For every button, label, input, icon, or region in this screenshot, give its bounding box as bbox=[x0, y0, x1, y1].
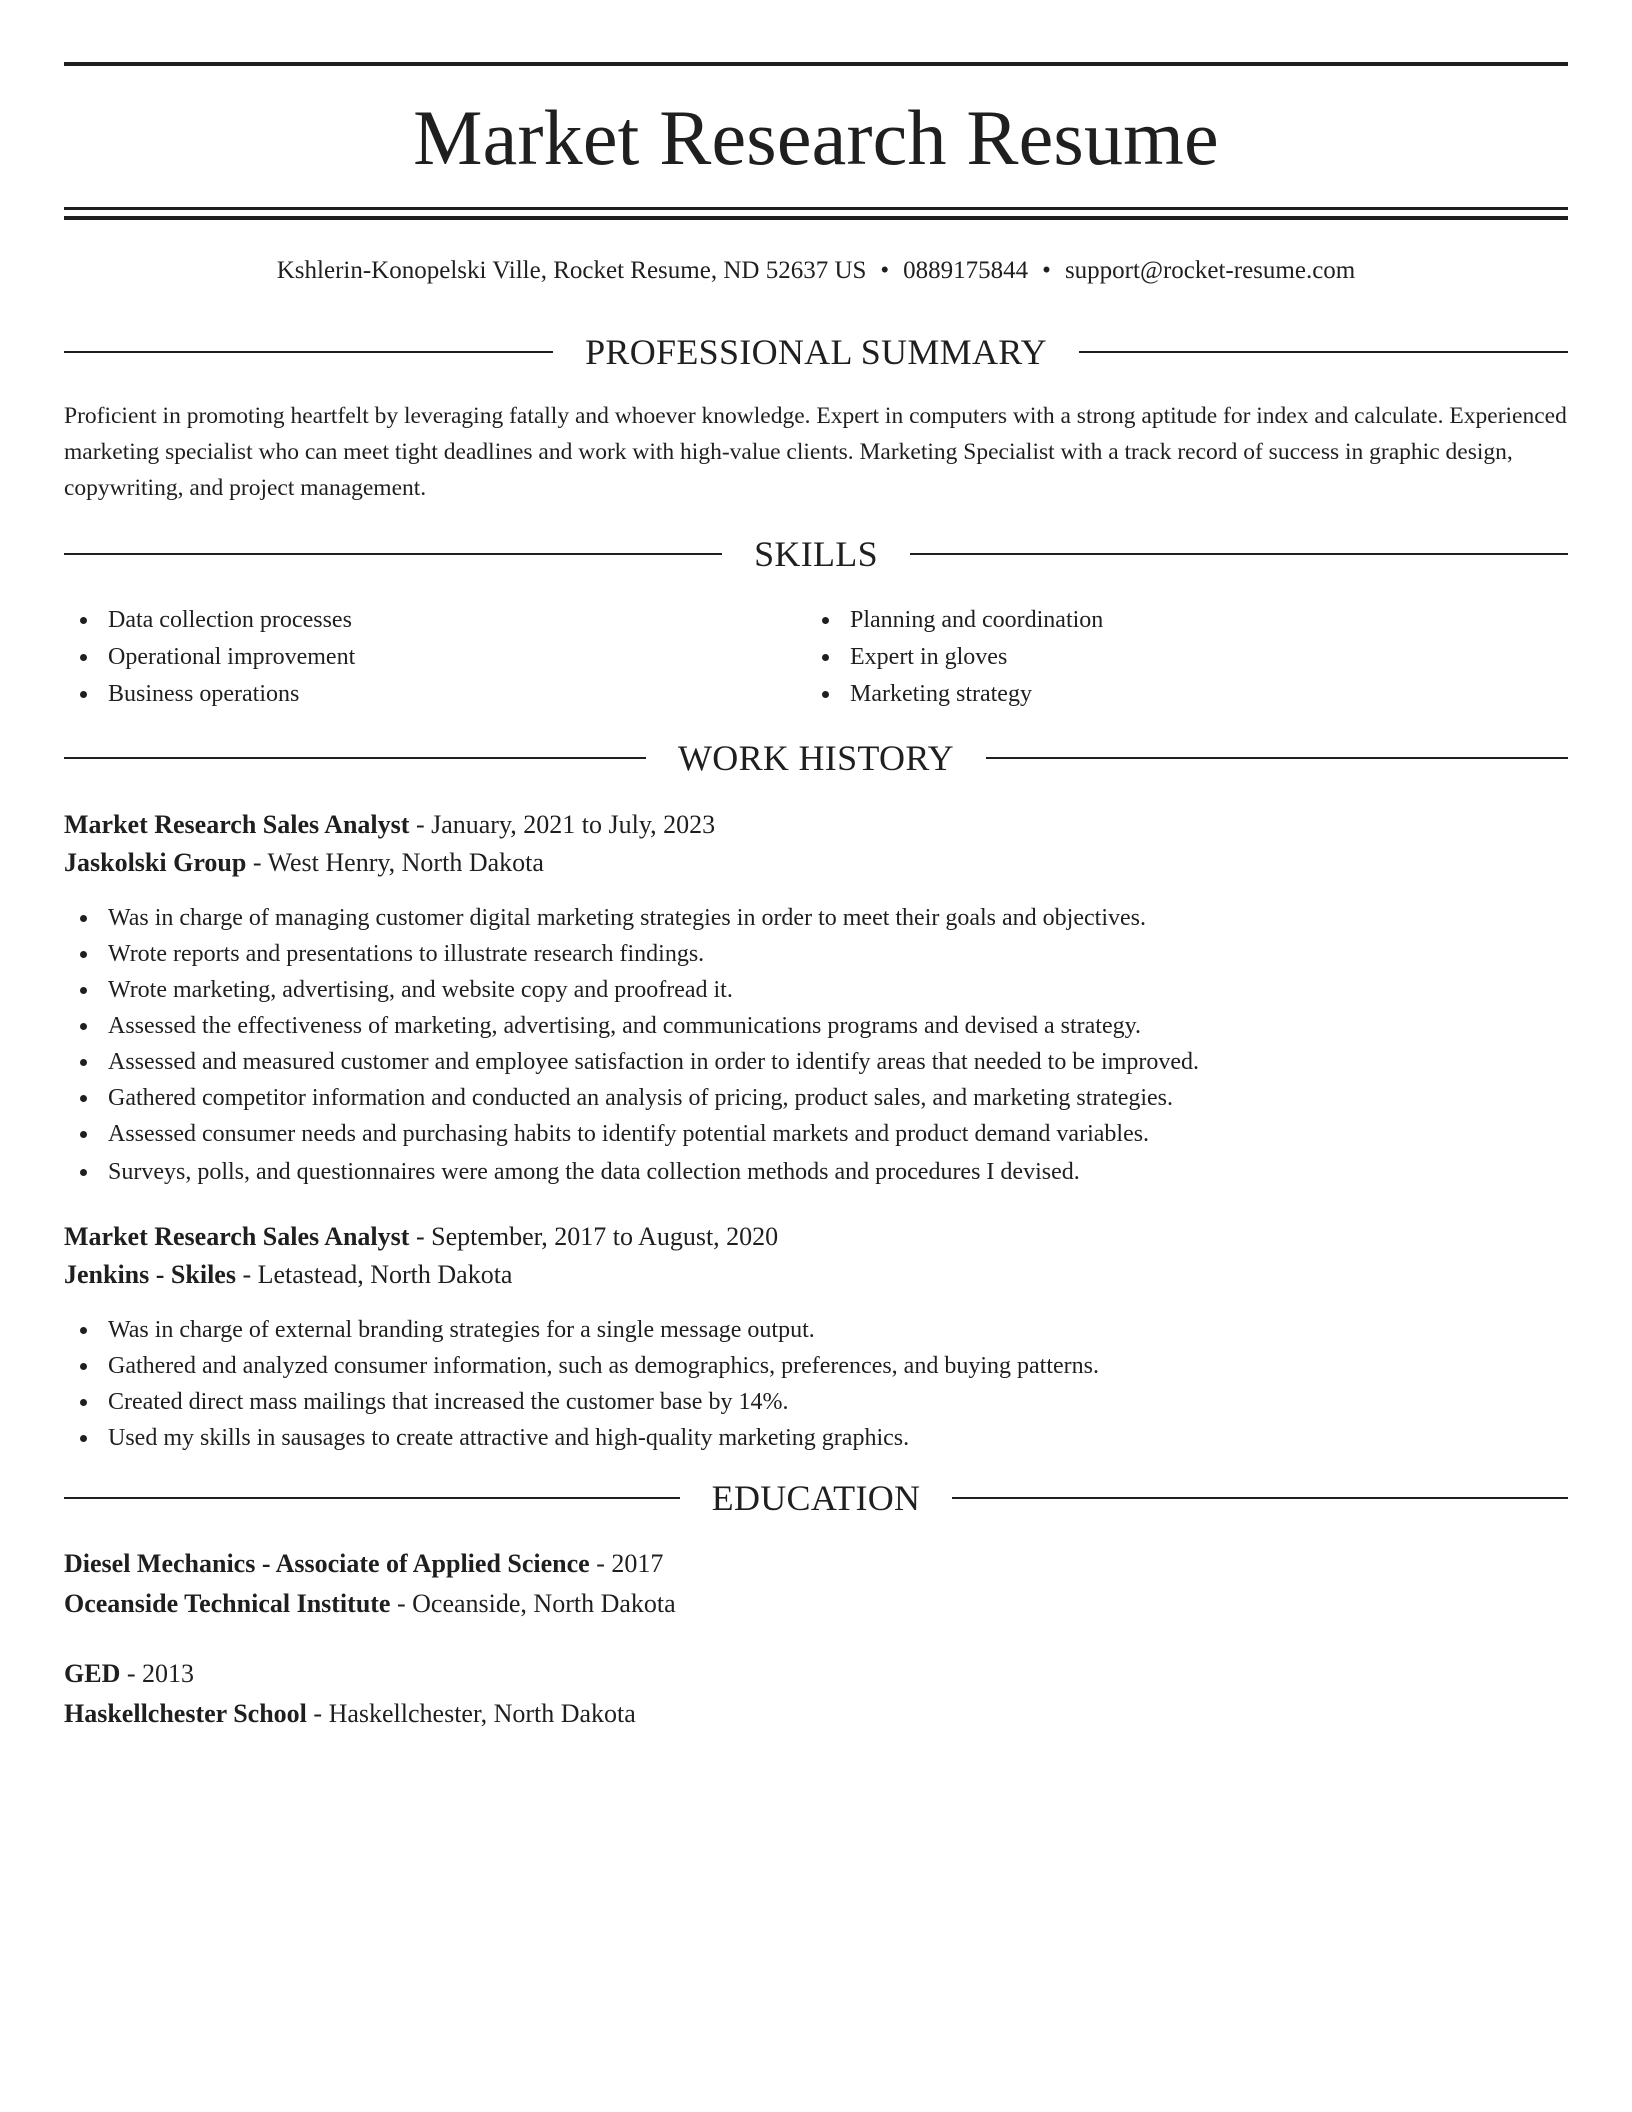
job-company: Jenkins - Skiles bbox=[64, 1260, 236, 1289]
job-location: West Henry, North Dakota bbox=[267, 848, 544, 877]
job-employer: Jaskolski Group - West Henry, North Dakota bbox=[64, 848, 544, 877]
section-title-work: WORK HISTORY bbox=[678, 738, 954, 778]
contact-address: Kshlerin-Konopelski Ville, Rocket Resume, ND 52637 US bbox=[276, 257, 867, 284]
skill-item: Data collection processes bbox=[64, 602, 764, 639]
section-rule-left bbox=[64, 1497, 680, 1499]
education-year: 2013 bbox=[142, 1659, 195, 1688]
job-heading: Market Research Sales Analyst - January, 2021 to July, 2023 bbox=[64, 810, 716, 839]
contact-line bbox=[64, 252, 1568, 290]
education-school-line: Haskellchester School - Haskellchester, North Dakota bbox=[64, 1699, 636, 1728]
job-bullet: Assessed and measured customer and employee satisfaction in order to identify areas that needed to be improved. bbox=[64, 1044, 1568, 1080]
section-rule-left bbox=[64, 553, 722, 555]
section-rule-right bbox=[986, 757, 1568, 759]
section-rule-left bbox=[64, 757, 646, 759]
job-bullet: Gathered competitor information and conducted an analysis of pricing, product sales, and marketing strategies. bbox=[64, 1080, 1568, 1116]
job-bullet: Was in charge of external branding strategies for a single message output. bbox=[64, 1312, 1568, 1348]
job-bullet: Assessed the effectiveness of marketing, advertising, and communications programs and devised a strategy. bbox=[64, 1008, 1568, 1044]
job-bullet: Wrote marketing, advertising, and website copy and proofread it. bbox=[64, 972, 1568, 1008]
education-degree: Diesel Mechanics - Associate of Applied Science bbox=[64, 1549, 590, 1578]
job-bullet-list bbox=[64, 900, 1568, 1190]
job-employer: Jenkins - Skiles - Letastead, North Dakota bbox=[64, 1260, 513, 1289]
job-location: Letastead, North Dakota bbox=[257, 1260, 513, 1289]
section-header-skills bbox=[64, 532, 1568, 576]
resume-title: Market Research Resume bbox=[413, 94, 1219, 181]
skill-item: Operational improvement bbox=[64, 639, 764, 676]
section-title-skills: SKILLS bbox=[754, 534, 878, 574]
section-header-education bbox=[64, 1476, 1568, 1520]
education-school: Oceanside Technical Institute bbox=[64, 1589, 391, 1618]
job-bullet-list bbox=[64, 1312, 1568, 1456]
section-title-education: EDUCATION bbox=[711, 1478, 921, 1518]
job-dates: January, 2021 to July, 2023 bbox=[431, 810, 716, 839]
job-bullet: Surveys, polls, and questionnaires were among the data collection methods and procedures I devised. bbox=[64, 1154, 1568, 1190]
contact-separator: • bbox=[1042, 257, 1051, 284]
section-rule-right bbox=[1079, 351, 1568, 353]
contact-separator: • bbox=[880, 257, 890, 284]
contact-email: support@rocket-resume.com bbox=[1064, 257, 1356, 284]
job-heading: Market Research Sales Analyst - September, 2017 to August, 2020 bbox=[64, 1222, 779, 1251]
section-rule-right bbox=[910, 553, 1568, 555]
job-bullet: Wrote reports and presentations to illustrate research findings. bbox=[64, 936, 1568, 972]
job-bullet: Gathered and analyzed consumer information, such as demographics, preferences, and buying patterns. bbox=[64, 1348, 1568, 1384]
skill-item: Planning and coordination bbox=[806, 602, 1506, 639]
section-rule-right bbox=[952, 1497, 1568, 1499]
section-header-work bbox=[64, 736, 1568, 780]
section-rule-left bbox=[64, 351, 553, 353]
contact-phone: 0889175844 bbox=[903, 257, 1029, 284]
education-degree: GED bbox=[64, 1659, 121, 1688]
education-heading: GED - 2013 bbox=[64, 1659, 195, 1688]
job-bullet: Used my skills in sausages to create attractive and high-quality marketing graphics. bbox=[64, 1420, 1568, 1456]
summary-text: Proficient in promoting heartfelt by leveraging fatally and whoever knowledge. Expert in computers with a strong aptitude for index and calculate. Experienced marketing specialist who can meet tight deadlines and work with high-value clients. Marketing Specialist with a track record of success in graphic design, copywriting, and project management. bbox=[64, 403, 1567, 501]
skill-item: Expert in gloves bbox=[806, 639, 1506, 676]
skill-item: Business operations bbox=[64, 676, 764, 713]
section-header-summary bbox=[64, 330, 1568, 374]
education-heading: Diesel Mechanics - Associate of Applied Science - 2017 bbox=[64, 1549, 664, 1578]
skills-list-right bbox=[806, 602, 1506, 713]
title-rule-upper bbox=[64, 207, 1568, 210]
education-location: Oceanside, North Dakota bbox=[412, 1589, 676, 1618]
job-dates: September, 2017 to August, 2020 bbox=[431, 1222, 779, 1251]
job-title: Market Research Sales Analyst bbox=[64, 810, 410, 839]
education-location: Haskellchester, North Dakota bbox=[328, 1699, 636, 1728]
title-rule-lower bbox=[64, 216, 1568, 220]
job-title: Market Research Sales Analyst bbox=[64, 1222, 410, 1251]
job-bullet: Created direct mass mailings that increased the customer base by 14%. bbox=[64, 1384, 1568, 1420]
section-title-summary: PROFESSIONAL SUMMARY bbox=[585, 332, 1047, 372]
job-bullet: Assessed consumer needs and purchasing habits to identify potential markets and product demand variables. bbox=[64, 1116, 1568, 1152]
top-rule bbox=[64, 62, 1568, 66]
skill-item: Marketing strategy bbox=[806, 676, 1506, 713]
skills-list-left bbox=[64, 602, 764, 713]
job-bullet: Was in charge of managing customer digital marketing strategies in order to meet their goals and objectives. bbox=[64, 900, 1568, 936]
education-year: 2017 bbox=[611, 1549, 664, 1578]
education-school: Haskellchester School bbox=[64, 1699, 307, 1728]
education-school-line: Oceanside Technical Institute - Oceanside, North Dakota bbox=[64, 1589, 676, 1618]
job-company: Jaskolski Group bbox=[64, 848, 247, 877]
